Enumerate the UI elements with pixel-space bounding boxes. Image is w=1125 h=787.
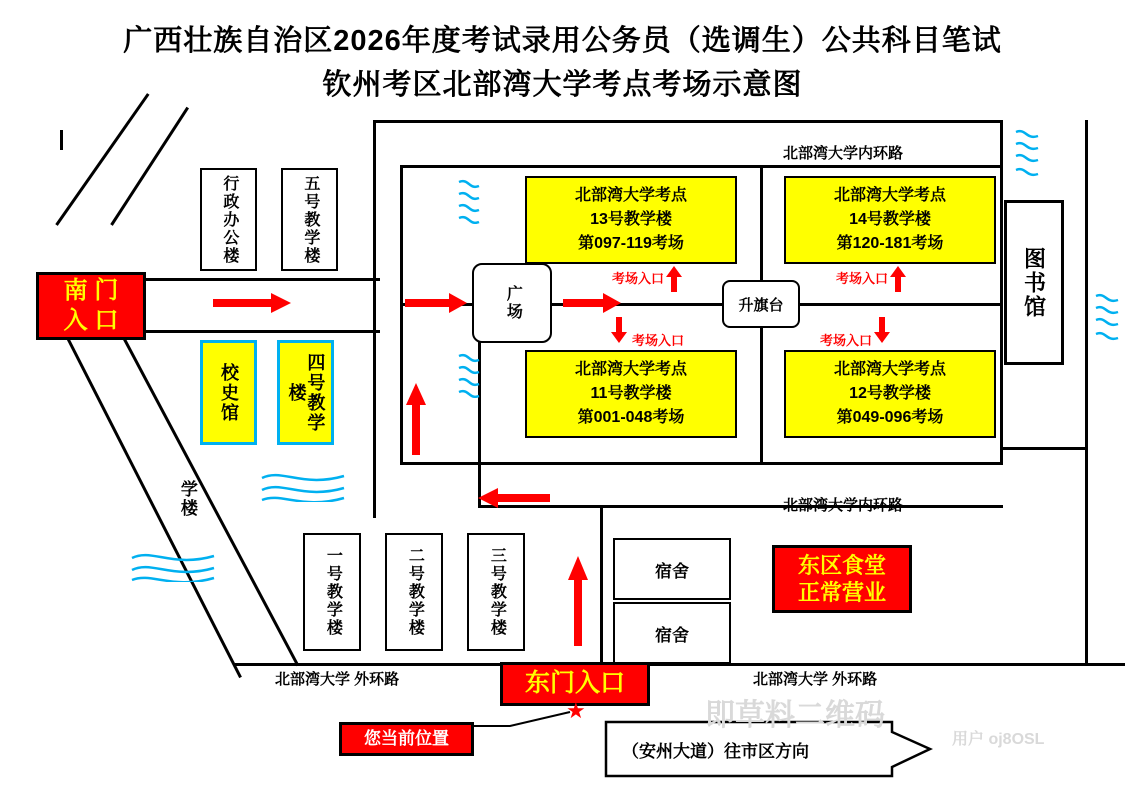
east-canteen[interactable] <box>772 545 912 613</box>
city-direction-label: （安州大道）往市区方向 <box>622 742 809 761</box>
water-wave-icon-2 <box>455 352 481 398</box>
road-inner-ring-bottom-line <box>400 462 1003 465</box>
exam-hall-11-site: 北部湾大学考点 <box>574 361 687 378</box>
water-wave-icon-6 <box>128 550 218 582</box>
exam-entrance-label-13: 考场入口 <box>612 271 665 286</box>
exam-hall-12-rooms: 第049-096考场 <box>836 409 944 426</box>
building-library[interactable]: 图书馆 <box>1004 200 1064 365</box>
road-right-down-to-outer <box>1085 447 1088 663</box>
east-canteen-line-1: 东区食堂 <box>797 552 886 578</box>
current-position-label: 您当前位置 <box>339 722 474 756</box>
arrow-up-from-east-gate <box>568 556 588 646</box>
road-inner-ring-bottom-line-2 <box>478 505 1003 508</box>
building-teaching-5[interactable]: 五号教学楼 <box>281 168 338 271</box>
exam-hall-11-rooms: 第001-048考场 <box>577 409 685 426</box>
gate-south-entrance[interactable] <box>36 272 146 340</box>
arrow-right-to-flag <box>563 293 621 313</box>
road-southgate-entry-top <box>140 278 380 281</box>
road-label-outer-ring-right: 北部湾大学 外环路 <box>753 671 878 688</box>
exam-hall-13-rooms: 第097-119考场 <box>578 235 684 252</box>
watermark-line-1: 即草料二维码 <box>705 699 885 732</box>
exam-hall-14-building: 14号教学楼 <box>849 211 931 228</box>
current-position-leader-line <box>470 706 576 732</box>
road-vertical-dorm-left <box>600 505 603 665</box>
building-teaching-4[interactable]: 四号教学楼 <box>277 340 334 445</box>
road-label-inner-ring-top: 北部湾大学内环路 <box>783 145 904 162</box>
building-admin[interactable]: 行政办公楼 <box>200 168 257 271</box>
gate-east-entrance[interactable]: 东门入口 <box>500 662 650 706</box>
building-teaching-partial-label: 学楼 <box>177 480 197 518</box>
water-wave-icon-3 <box>1012 128 1040 178</box>
gate-south-line-2: 入 口 <box>63 307 119 334</box>
road-far-right <box>1085 120 1088 450</box>
exam-hall-14-rooms: 第120-181考场 <box>836 235 944 252</box>
current-position-star-icon: ★ <box>566 698 586 723</box>
landmark-flag-platform[interactable]: 升旗台 <box>722 280 800 328</box>
road-diagonal-upper-left <box>55 93 149 226</box>
exam-hall-11[interactable] <box>525 350 737 438</box>
exam-entrance-label-14: 考场入口 <box>836 271 889 286</box>
exam-hall-14-site: 北部湾大学考点 <box>833 187 946 204</box>
road-line-vertical-center <box>373 120 376 518</box>
building-teaching-3[interactable]: 三号教学楼 <box>467 533 525 651</box>
arrow-up-hall-13 <box>665 266 683 292</box>
landmark-square-label: 广场 <box>504 285 522 321</box>
landmark-square[interactable] <box>472 263 552 343</box>
east-canteen-line-2: 正常营业 <box>797 580 886 605</box>
arrow-up-hall-14 <box>889 266 907 292</box>
arrow-down-hall-12 <box>873 317 891 343</box>
road-diagonal-upper-left-2 <box>110 107 189 226</box>
page-title-line-1: 广西壮族自治区2026年度考试录用公务员（选调生）公共科目笔试 <box>123 25 1002 57</box>
exam-hall-13-site: 北部湾大学考点 <box>574 187 687 204</box>
exam-hall-11-building: 11号教学楼 <box>590 385 672 402</box>
road-inner-ring-top-line <box>400 165 1003 168</box>
arrow-up-interior <box>406 383 426 455</box>
water-wave-icon-5 <box>258 470 348 502</box>
arrow-down-hall-11 <box>610 317 628 343</box>
water-wave-icon-4 <box>1092 292 1120 342</box>
page-title-line-2: 钦州考区北部湾大学考点考场示意图 <box>322 69 803 101</box>
exam-entrance-label-11: 考场入口 <box>632 333 685 348</box>
building-dorm-1[interactable]: 宿舍 <box>613 538 731 600</box>
arrow-right-from-south-gate <box>213 293 291 313</box>
building-dorm-2[interactable]: 宿舍 <box>613 602 731 664</box>
building-history-hall[interactable]: 校史馆 <box>200 340 257 445</box>
arrow-right-to-square <box>405 293 467 313</box>
exam-hall-13-building: 13号教学楼 <box>590 211 672 228</box>
building-teaching-1[interactable]: 一号教学楼 <box>303 533 361 651</box>
road-left-of-halls <box>400 165 403 465</box>
road-library-bottom <box>1003 447 1088 450</box>
exam-hall-14[interactable] <box>784 176 996 264</box>
exam-hall-13[interactable] <box>525 176 737 264</box>
exam-entrance-label-12: 考场入口 <box>820 333 873 348</box>
exam-hall-12-building: 12号教学楼 <box>849 385 931 402</box>
building-teaching-2[interactable]: 二号教学楼 <box>385 533 443 651</box>
arrow-left-lower-ring <box>478 488 550 508</box>
exam-hall-12[interactable] <box>784 350 996 438</box>
road-label-outer-ring-left: 北部湾大学 外环路 <box>275 671 400 688</box>
exam-hall-12-site: 北部湾大学考点 <box>833 361 946 378</box>
gate-south-line-1: 南 门 <box>63 277 119 304</box>
road-right-vertical <box>1000 120 1003 465</box>
road-line-top <box>373 120 1003 123</box>
road-southgate-stub-top <box>60 130 63 150</box>
watermark-line-2: 用户 oj8OSL <box>952 731 1045 748</box>
road-label-inner-ring-bottom: 北部湾大学内环路 <box>783 497 904 514</box>
water-wave-icon-1 <box>455 178 481 224</box>
road-southgate-entry-bottom <box>140 330 380 333</box>
